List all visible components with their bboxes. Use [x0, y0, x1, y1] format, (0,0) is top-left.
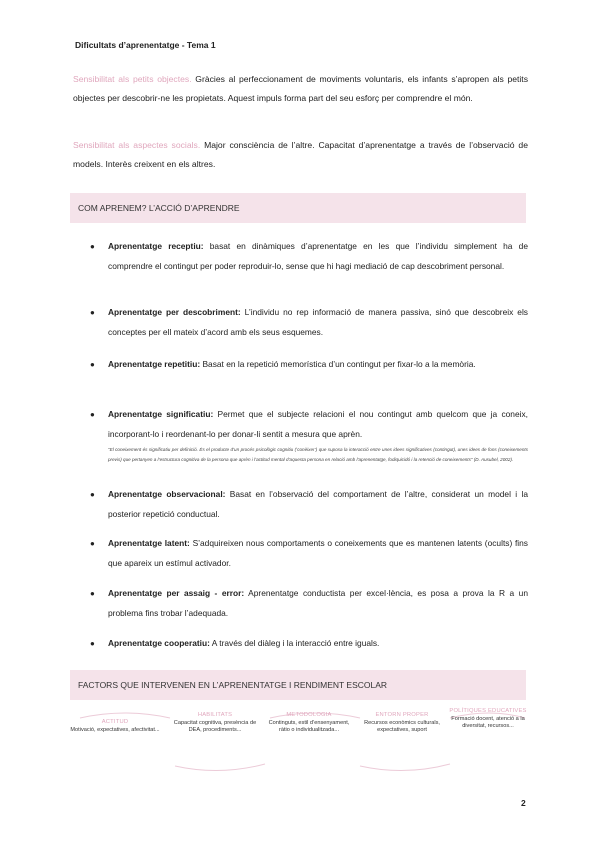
- item-text: basat en dinàmiques d’aprenentatge en les que l’individu simplement ha de comprendre el contingut per poder reproduir-lo, sense que hi hagi mediació de cap descobriment personal.: [108, 241, 528, 271]
- item-text: Aprenentatge conductista per excel·lència, es posa a prova la R a un problema fins trobar l’adequada.: [108, 588, 528, 618]
- factor-desc: Recursos econòmics culturals, expectatives, suport: [364, 719, 440, 733]
- list-item: [90, 485, 528, 524]
- item-term: Aprenentatge observacional:: [108, 489, 226, 499]
- factor-desc: Capacitat cognitiva, presència de DEA, procediments...: [173, 719, 257, 733]
- list-item: [90, 584, 528, 623]
- item-term: Aprenentatge cooperatiu:: [108, 638, 210, 648]
- item-term: Aprenentatge repetitiu:: [108, 359, 201, 369]
- bullet-icon: ●: [90, 539, 95, 548]
- item-text: Basat en la repetició memorística d’un contingut per fixar-lo a la memòria.: [200, 359, 476, 369]
- page-number: 2: [521, 798, 526, 808]
- bullet-icon: ●: [90, 490, 95, 499]
- factor-environment: [357, 712, 447, 735]
- section-heading-factors: FACTORS QUE INTERVENEN EN L’APRENENTATGE I RENDIMENT ESCOLAR: [70, 670, 526, 700]
- bullet-icon: ●: [90, 308, 95, 317]
- bullet-icon: ●: [90, 410, 95, 419]
- item-term: Aprenentatge significatiu:: [108, 409, 214, 419]
- intro-text: Gràcies al perfeccionament de moviments voluntaris, els infants s’apropen als petits objectes per descobrir-ne les propietats. Aquest impuls forma part del seu esforç per comprendre el món.: [73, 74, 528, 103]
- factor-desc: Continguts, estil d’ensenyament, ràtio o individualitzada...: [268, 719, 350, 733]
- item-text: A través del diàleg i la interacció entre iguals.: [209, 638, 380, 648]
- factor-title: HABILITATS: [197, 712, 233, 718]
- factor-policies: [448, 708, 528, 731]
- item-text: Basat en l’observació del comportament de l’altre, considerat un model i la posterior repetició conductual.: [108, 489, 528, 519]
- factor-title: ACTITUD: [101, 719, 129, 725]
- section-heading-learning: COM APRENEM? L’ACCIÓ D’APRENDRE: [70, 193, 526, 223]
- intro-term: Sensibilitat als aspectes socials.: [73, 140, 201, 150]
- intro-paragraph-objects: [73, 70, 528, 108]
- bullet-icon: ●: [90, 639, 95, 648]
- factor-skills: [170, 712, 260, 735]
- intro-paragraph-social: [73, 136, 528, 174]
- list-item: [90, 303, 528, 342]
- list-item: [90, 634, 528, 654]
- item-text: Permet que el subjecte relacioni el nou contingut amb quelcom que ja coneix, incorporant-lo i reordenant-lo per donar-li sentit a mesura que aprèn.: [108, 409, 528, 439]
- bullet-icon: ●: [90, 589, 95, 598]
- list-item: [90, 534, 528, 573]
- factor-title: POLÍTIQUES EDUCATIVES: [449, 708, 527, 714]
- item-term: Aprenentatge receptiu:: [108, 241, 204, 251]
- bullet-icon: ●: [90, 360, 95, 369]
- item-text: S’adquireixen nous comportaments o coneixements que es mantenen latents (ocults) fins que apareix un estímul activador.: [108, 538, 528, 568]
- factor-title: METODOLOGIA: [286, 712, 332, 718]
- bullet-icon: ●: [90, 242, 95, 251]
- document-header: Dificultats d’aprenentatge - Tema 1: [75, 40, 216, 50]
- list-item: [90, 355, 528, 375]
- item-term: Aprenentatge per descobriment:: [108, 307, 241, 317]
- item-text: L’individu no rep informació de manera passiva, sinó que descobreix els conceptes per ell mateix d’acord amb els seus esquemes.: [108, 307, 528, 337]
- factor-methodology: [263, 712, 355, 735]
- intro-text: Major consciència de l’altre. Capacitat d’aprenentatge a través de l’observació de models. Interès creixent en els altres.: [73, 140, 528, 169]
- item-term: Aprenentatge latent:: [108, 538, 190, 548]
- intro-term: Sensibilitat als petits objectes.: [73, 74, 192, 84]
- factor-attitude: [70, 719, 160, 734]
- factor-desc: Formació docent, atenció a la diversitat, recursos...: [451, 715, 525, 729]
- factor-desc: Motivació, expectatives, afectivitat...: [70, 726, 160, 733]
- list-item: [90, 405, 528, 464]
- factor-title: ENTORN PROPER: [375, 712, 429, 718]
- item-term: Aprenentatge per assaig - error:: [108, 588, 245, 598]
- ausubel-quote: "El coneixement és significatiu per definició. És el producte d’un procés psicològic cognitiu (‘conèixer’) que suposa la interacció entre unes idees significatives (contingut), unes idees de fons (coneixements previs) que pertanyen a l’estructura cognitiva de la persona que aprèn i l’actitud mental d’aquesta persona en relació amb l’aprenentatge, fodiquicidó i la retenció de coneixements" (D. Ausubel, 2002).: [108, 447, 528, 462]
- list-item: [90, 237, 528, 276]
- factors-diagram: [70, 704, 530, 784]
